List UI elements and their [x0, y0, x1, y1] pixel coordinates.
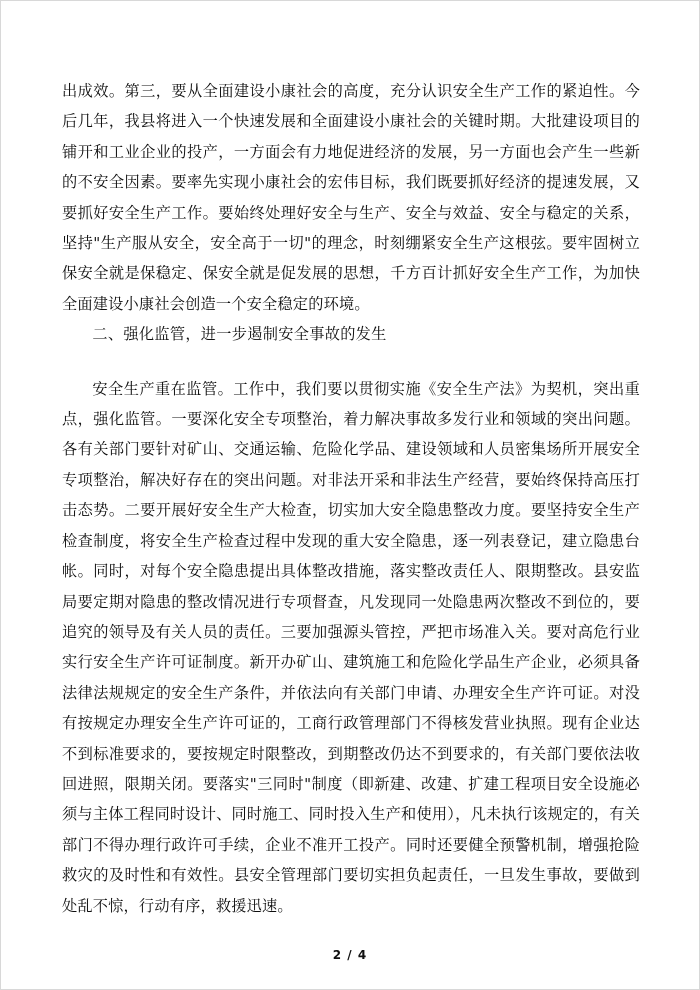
page-number-footer: 2 / 4: [332, 948, 368, 962]
document-body: [62, 76, 640, 921]
section-heading-two: 二、强化监管，进一步遏制安全事故的发生: [92, 325, 387, 344]
paragraph-continuation: 出成效。第三，要从全面建设小康社会的高度，充分认识安全生产工作的紧迫性。今后几年，我县将进入一个快速发展和全面建设小康社会的关键时期。大批建设项目的铺开和工业企业的投产，一方面会有力地促进经济的发展，另一方面也会产生一些新的不安全因素。要率先实现小康社会的宏伟目标，我们既要抓好经济的提速发展，又要抓好安全生产工作。要始终处理好安全与生产、安全与效益、安全与稳定的关系，坚持"生产服从安全，安全高于一切"的理念，时刻绷紧安全生产这根弦。要牢固树立保安全就是保稳定、保安全就是促发展的思想，千方百计抓好安全生产工作，为加快全面建设小康社会创造一个安全稳定的环境。: [62, 82, 640, 313]
paragraph-section-two-body: 安全生产重在监管。工作中，我们要以贯彻实施《安全生产法》为契机，突出重点，强化监管。一要深化安全专项整治，着力解决事故多发行业和领域的突出问题。各有关部门要针对矿山、交通运输、危险化学品、建设领域和人员密集场所开展安全专项整治，解决好存在的突出问题。对非法开采和非法生产经营，要始终保持高压打击态势。二要开展好安全生产大检查，切实加大安全隐患整改力度。要坚持安全生产检查制度，将安全生产检查过程中发现的重大安全隐患，逐一列表登记，建立隐患台帐。同时，对每个安全隐患提出具体整改措施，落实整改责任人、限期整改。县安监局要定期对隐患的整改情况进行专项督查，凡发现同一处隐患两次整改不到位的，要追究的领导及有关人员的责任。三要加强源头管控，严把市场准入关。要对高危行业实行安全生产许可证制度。新开办矿山、建筑施工和危险化学品生产企业，必须具备法律法规规定的安全生产条件，并依法向有关部门申请、办理安全生产许可证。对没有按规定办理安全生产许可证的，工商行政管理部门不得核发营业执照。现有企业达不到标准要求的，要按规定时限整改，到期整改仍达不到要求的，有关部门要依法收回进照，限期关闭。要落实"三同时"制度（即新建、改建、扩建工程项目安全设施必须与主体工程同时设计、同时施工、同时投入生产和使用），凡未执行该规定的，有关部门不得办理行政许可手续，企业不准开工投产。同时还要健全预警机制，增强抢险救灾的及时性和有效性。县安全管理部门要切实担负起责任，一旦发生事故，要做到处乱不惊，行动有序，救援迅速。: [62, 379, 640, 915]
